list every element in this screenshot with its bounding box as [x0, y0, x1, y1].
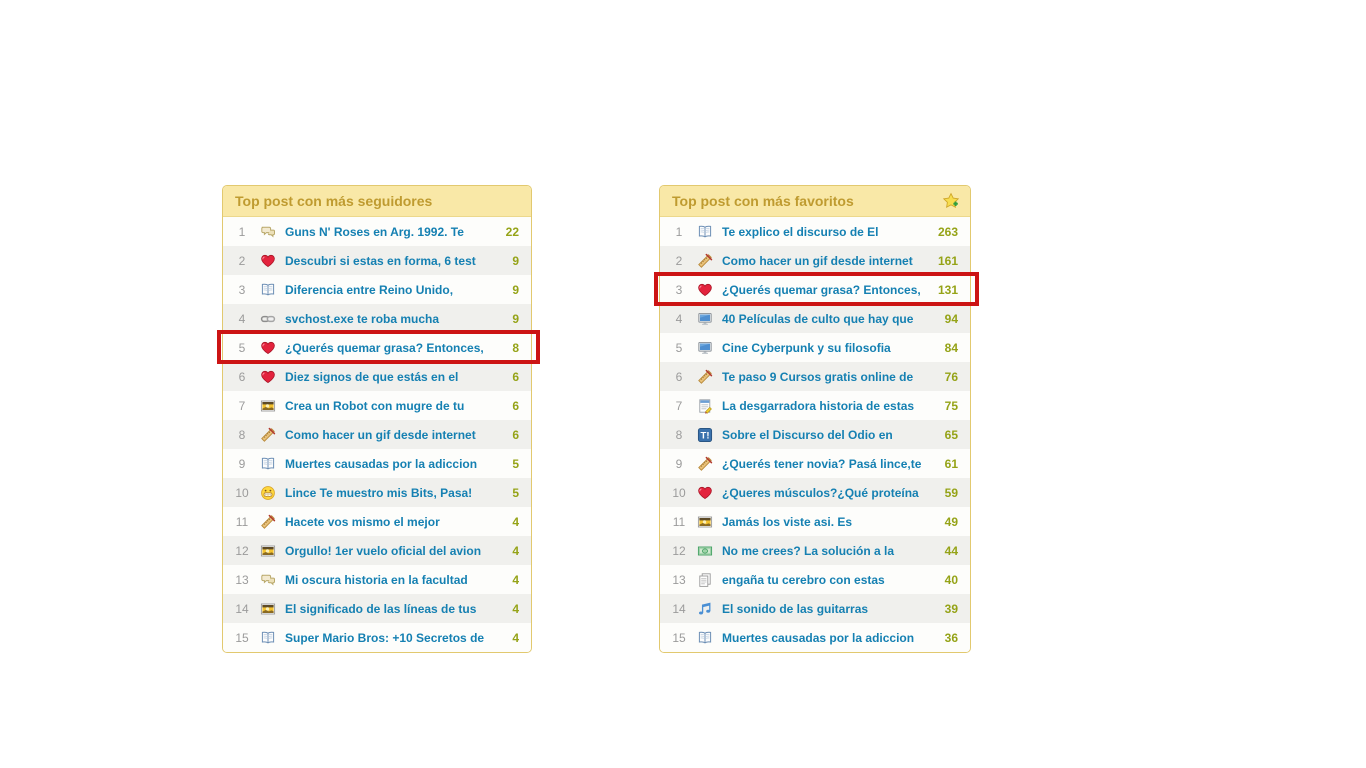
row-title-link[interactable]: Te paso 9 Cursos gratis online de [722, 369, 914, 384]
panel-title: Top post con más favoritos [672, 193, 854, 209]
table-row [223, 478, 531, 507]
row-title-link[interactable]: Orgullo! 1er vuelo oficial del avion [285, 543, 482, 558]
row-count: 4 [512, 543, 519, 558]
row-rank: 13 [672, 572, 686, 587]
row-count: 4 [512, 572, 519, 587]
panel-body [223, 217, 531, 652]
row-rank: 7 [238, 398, 246, 413]
book-icon [697, 224, 713, 240]
table-row [223, 362, 531, 391]
table-row [660, 623, 970, 652]
table-row [660, 507, 970, 536]
row-rank: 13 [235, 572, 249, 587]
row-count: 94 [944, 311, 958, 326]
row-count: 5 [512, 485, 519, 500]
row-count: 161 [937, 253, 958, 268]
row-rank: 1 [238, 224, 246, 239]
row-count: 9 [512, 282, 519, 297]
row-title-link[interactable]: La desgarradora historia de estas [722, 398, 915, 413]
row-rank: 5 [675, 340, 683, 355]
row-rank: 11 [235, 514, 249, 529]
row-count: 4 [512, 601, 519, 616]
diy-icon [697, 253, 713, 269]
row-rank: 6 [675, 369, 683, 384]
row-rank: 10 [672, 485, 686, 500]
favorites-panel [659, 185, 971, 653]
comments-icon [260, 224, 276, 240]
row-count: 6 [512, 427, 519, 442]
followers-panel [222, 185, 532, 653]
row-count: 9 [512, 311, 519, 326]
image-icon [260, 398, 276, 414]
row-rank: 4 [675, 311, 683, 326]
row-rank: 11 [672, 514, 686, 529]
row-rank: 2 [675, 253, 683, 268]
row-count: 61 [944, 456, 958, 471]
comments-icon [260, 572, 276, 588]
book-icon [260, 282, 276, 298]
row-rank: 12 [235, 543, 249, 558]
row-title-link[interactable]: Cine Cyberpunk y su filosofia [722, 340, 891, 355]
row-rank: 8 [675, 427, 683, 442]
row-count: 75 [944, 398, 958, 413]
row-title-link[interactable]: Hacete vos mismo el mejor [285, 514, 440, 529]
heart-icon [697, 485, 713, 501]
book-icon [697, 630, 713, 646]
row-title-link[interactable]: svchost.exe te roba mucha [285, 311, 440, 326]
monitor-icon [697, 311, 713, 327]
table-row [223, 507, 531, 536]
row-rank: 6 [238, 369, 246, 384]
row-title-link[interactable]: Sobre el Discurso del Odio en [722, 427, 893, 442]
image-icon [260, 601, 276, 617]
copy-icon [697, 572, 713, 588]
row-rank: 2 [238, 253, 246, 268]
book-icon [260, 630, 276, 646]
panel-header [223, 186, 531, 217]
table-row [223, 304, 531, 333]
row-title-link[interactable]: ¿Querés quemar grasa? Entonces, [722, 282, 921, 297]
table-row [223, 536, 531, 565]
row-count: 5 [512, 456, 519, 471]
row-title-link[interactable]: Mi oscura historia en la facultad [285, 572, 468, 587]
music-icon [697, 601, 713, 617]
monitor-icon [697, 340, 713, 356]
heart-icon [260, 369, 276, 385]
heart-icon [697, 282, 713, 298]
table-row [660, 391, 970, 420]
smiley-icon [260, 485, 276, 501]
row-title-link[interactable]: 40 Películas de culto que hay que [722, 311, 914, 326]
row-rank: 4 [238, 311, 246, 326]
table-row [660, 333, 970, 362]
table-row [223, 391, 531, 420]
table-row [223, 565, 531, 594]
table-row [660, 565, 970, 594]
note-icon [697, 398, 713, 414]
row-count: 84 [944, 340, 958, 355]
book-icon [260, 456, 276, 472]
row-title-link[interactable]: ¿Querés tener novia? Pasá lince,te [722, 456, 922, 471]
star-add-icon [942, 192, 960, 210]
row-title-link[interactable]: Lince Te muestro mis Bits, Pasa! [285, 485, 473, 500]
row-count: 65 [944, 427, 958, 442]
row-count: 8 [512, 340, 519, 355]
table-row [660, 594, 970, 623]
diy-icon [697, 369, 713, 385]
row-count: 49 [944, 514, 958, 529]
table-row [660, 304, 970, 333]
row-rank: 15 [235, 630, 249, 645]
row-title-link[interactable]: Diferencia entre Reino Unido, [285, 282, 454, 297]
heart-icon [260, 253, 276, 269]
table-row [223, 594, 531, 623]
row-rank: 9 [238, 456, 246, 471]
money-icon [697, 543, 713, 559]
row-rank: 3 [238, 282, 246, 297]
panel-body [660, 217, 970, 652]
diy-icon [260, 514, 276, 530]
table-row [223, 217, 531, 246]
row-count: 263 [937, 224, 958, 239]
row-title-link[interactable]: Descubri si estas en forma, 6 test [285, 253, 476, 268]
row-rank: 5 [238, 340, 246, 355]
diy-icon [697, 456, 713, 472]
link-icon [260, 311, 276, 327]
table-row [660, 478, 970, 507]
row-count: 131 [937, 282, 958, 297]
row-title-link[interactable]: Muertes causadas por la adiccion [285, 456, 478, 471]
row-title-link[interactable]: Como hacer un gif desde internet [722, 253, 913, 268]
table-row [223, 333, 531, 362]
row-title-link[interactable]: Crea un Robot con mugre de tu [285, 398, 465, 413]
row-rank: 12 [672, 543, 686, 558]
row-rank: 1 [675, 224, 683, 239]
row-title-link[interactable]: Muertes causadas por la adiccion [722, 630, 915, 645]
row-count: 44 [944, 543, 958, 558]
table-row [223, 420, 531, 449]
image-icon [697, 514, 713, 530]
panel-title: Top post con más seguidores [235, 193, 433, 209]
row-title-link[interactable]: El sonido de las guitarras [722, 601, 869, 616]
row-title-link[interactable]: No me crees? La solución a la [722, 543, 895, 558]
table-row [660, 217, 970, 246]
table-row [223, 275, 531, 304]
row-count: 76 [944, 369, 958, 384]
row-count: 6 [512, 369, 519, 384]
taringa-icon [697, 427, 713, 443]
diy-icon [260, 427, 276, 443]
table-row [223, 449, 531, 478]
row-count: 22 [505, 224, 519, 239]
row-title-link[interactable]: ¿Querés quemar grasa? Entonces, [285, 340, 484, 355]
row-count: 36 [944, 630, 958, 645]
row-rank: 7 [675, 398, 683, 413]
row-rank: 15 [672, 630, 686, 645]
row-title-link[interactable]: Jamás los viste asi. Es [722, 514, 853, 529]
row-rank: 10 [235, 485, 249, 500]
heart-icon [260, 340, 276, 356]
table-row [660, 420, 970, 449]
row-count: 39 [944, 601, 958, 616]
row-rank: 8 [238, 427, 246, 442]
table-row [660, 246, 970, 275]
row-title-link[interactable]: Guns N' Roses en Arg. 1992. Te [285, 224, 464, 239]
row-count: 59 [944, 485, 958, 500]
panel-header [660, 186, 970, 217]
row-title-link[interactable]: Super Mario Bros: +10 Secretos de [285, 630, 485, 645]
table-row [660, 449, 970, 478]
table-row [223, 246, 531, 275]
row-rank: 9 [675, 456, 683, 471]
table-row [223, 623, 531, 652]
row-count: 9 [512, 253, 519, 268]
row-title-link[interactable]: El significado de las líneas de tus [285, 601, 477, 616]
row-rank: 3 [675, 282, 683, 297]
row-title-link[interactable]: Como hacer un gif desde internet [285, 427, 476, 442]
row-rank: 14 [672, 601, 686, 616]
row-count: 40 [944, 572, 958, 587]
row-title-link[interactable]: Diez signos de que estás en el [285, 369, 459, 384]
table-row [660, 362, 970, 391]
row-count: 6 [512, 398, 519, 413]
row-title-link[interactable]: Te explico el discurso de El [722, 224, 879, 239]
table-row [660, 275, 970, 304]
table-row [660, 536, 970, 565]
row-count: 4 [512, 514, 519, 529]
row-rank: 14 [235, 601, 249, 616]
row-title-link[interactable]: engaña tu cerebro con estas [722, 572, 885, 587]
row-title-link[interactable]: ¿Queres músculos?¿Qué proteína [722, 485, 919, 500]
row-count: 4 [512, 630, 519, 645]
image-icon [260, 543, 276, 559]
